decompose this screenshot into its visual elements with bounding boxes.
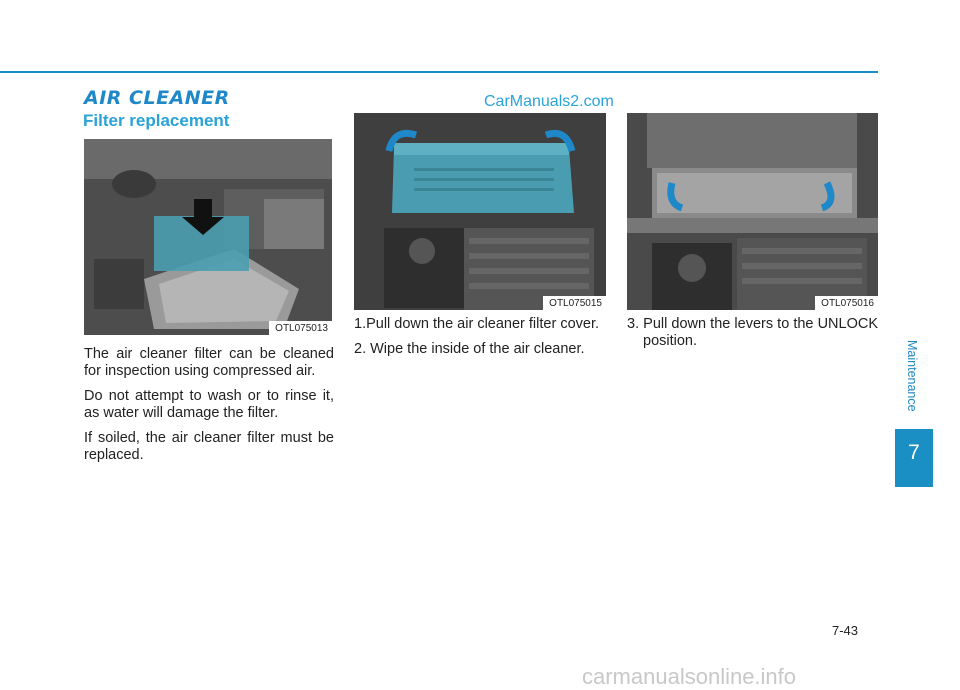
filter-cover-illustration [354,113,606,310]
chapter-label: Maintenance [905,340,919,412]
page-number: 7-43 [832,623,859,638]
levers-photo [627,113,878,310]
levers-illustration [627,113,878,310]
intro-text [84,346,334,472]
engine-bay-photo [84,139,332,335]
paragraph: Do not attempt to wash or to rinse it, as water will damage the filter. [84,388,334,421]
filter-cover-photo [354,113,606,310]
steps-column-3 [627,316,878,358]
section-title: AIR CLEANER [84,87,230,109]
step-2: 2. Wipe the inside of the air cleaner. [354,341,585,357]
paragraph: The air cleaner filter can be cleaned for inspection using compressed air. [84,346,334,379]
step-3: 3. Pull down the levers to the UNLOCK position. [627,316,878,349]
step-1: 1.Pull down the air cleaner filter cover. [354,316,600,332]
steps-column-2 [354,316,606,366]
watermark-bottom: carmanualsonline.info [582,664,797,689]
watermark-top: CarManuals2.com [484,93,614,110]
image-code: OTL075013 [269,321,332,335]
image-code: OTL075015 [543,296,606,310]
subtitle: Filter replacement [83,111,230,130]
paragraph: If soiled, the air cleaner filter must be replaced. [84,430,334,463]
engine-bay-illustration [84,139,332,335]
chapter-number: 7 [895,429,933,487]
image-code: OTL075016 [815,296,878,310]
header-rule [0,71,878,73]
